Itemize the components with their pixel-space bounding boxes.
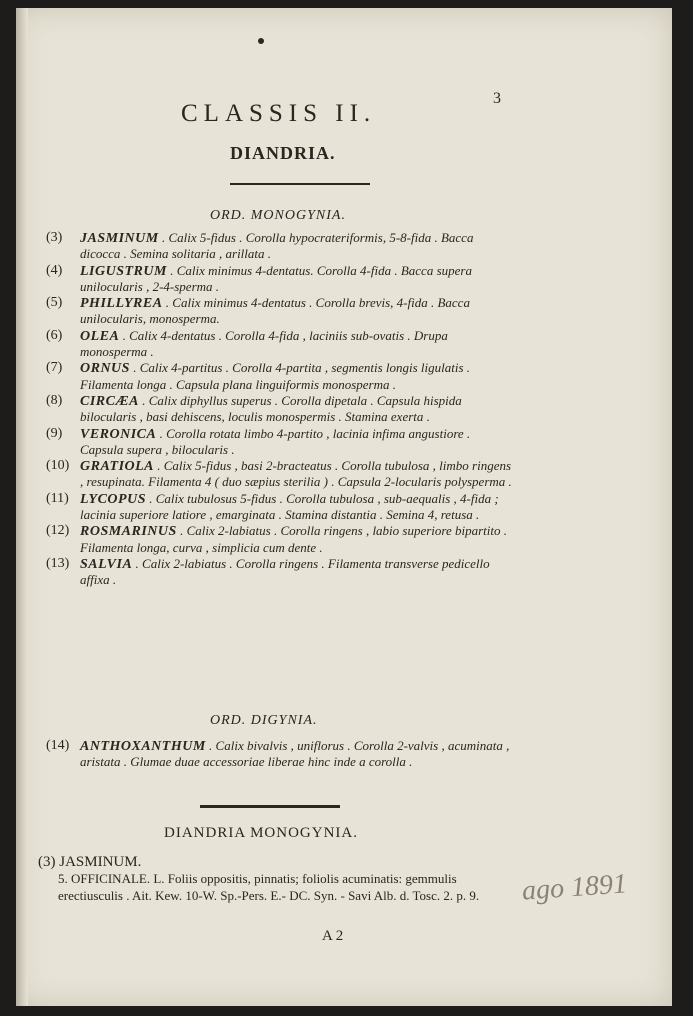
genus-entry [46,523,516,555]
entry-number: (5) [46,295,63,311]
genus-entry [46,360,516,392]
class-heading: CLASSIS II. [181,100,377,127]
pencil-annotation: ago 1891 [521,868,628,907]
entry-number: (9) [46,425,63,441]
ink-dot [258,38,264,44]
genus-entry [46,295,516,327]
entry-number: (13) [46,555,70,571]
entry-number: (7) [46,360,63,376]
bottom-divider [200,805,340,808]
signature-mark: A 2 [322,928,344,944]
species-entry: 5. OFFICINALE. L. Foliis oppositis, pinnatis; foliolis acuminatis: gemmulis erectiusculis . Ait. Kew. 10-W. Sp.-Pers. E.- DC. Syn. - Savi Alb. d. Tosc. 2. p. 9. [58,871,480,903]
genus-name: VERONICA [80,426,157,442]
genus-description: . Calix bivalvis , uniflorus . Corolla 2-valvis , acuminata , aristata . Glumae duae accessoriae liberae hinc inde a corolla . [80,738,510,770]
genus-description: . Calix minimus 4-dentatus . Corolla brevis, 4-fida . Bacca unilocularis, monosperma. [80,295,470,327]
genus-entry [46,263,516,295]
genus-name: CIRCÆA [80,393,140,409]
genus-name: LIGUSTRUM [80,263,167,279]
section-subheading: DIANDRIA MONOGYNIA. [164,825,358,841]
genus-description: . Calix minimus 4-dentatus. Corolla 4-fida . Bacca supera unilocularis , 2-4-sperma . [80,262,472,294]
book-page [16,8,672,1006]
genus-entry [46,230,516,262]
genus-description: . Corolla rotata limbo 4-partito , lacinia infima angustiore . Capsula supera , bilocularis . [80,425,471,457]
order-monogynia: ORD. MONOGYNIA. [210,208,346,223]
genus-name: JASMINUM [80,231,159,246]
genus-name: ROSMARINUS [80,524,177,540]
top-divider [230,183,370,185]
genus-entry [46,738,550,770]
genus-name: SALVIA [80,556,133,572]
entry-number: (6) [46,327,63,343]
genus-entry [46,491,516,523]
genus-description: . Calix 5-fidus , basi 2-bracteatus . Corolla tubulosa , limbo ringens , resupinata. Filamenta 4 ( duo sæpius sterilia ) . Capsula 2-locularis polysperma . [80,458,512,490]
entry-number: (12) [46,523,70,539]
entry-number: (10) [46,458,70,474]
genus-description: . Calix tubulosus 5-fidus . Corolla tubulosa , sub-aequalis , 4-fida ; lacinia superiore latiore , emarginata . Stamina distantia . Semina 4, retusa . [80,490,499,523]
genus-description: . Calix 5-fidus . Corolla hypocrateriformis, 5-8-fida . Bacca dicocca . Semina solitaria , arillata . [80,230,474,262]
genus-description: . Calix 2-labiatus . Corolla ringens . Filamenta transverse pedicello affixa . [80,555,490,588]
entry-number: (8) [46,392,63,408]
genus-description: . Calix 4-dentatus . Corolla 4-fida , laciniis sub-ovatis . Drupa monosperma . [80,327,448,360]
genus-name: ORNUS [80,361,130,377]
genus-name: OLEA [80,328,120,344]
entry-number: (11) [46,490,69,506]
genus-name: PHILLYREA [80,296,163,312]
genus-name: LYCOPUS [80,491,146,507]
genus-description: . Calix 4-partitus . Corolla 4-partita , segmentis longis ligulatis . Filamenta longa . Capsula plana linguiformis monosperma . [80,360,471,392]
page-spine [16,8,28,1006]
genus-entry [46,328,516,360]
order-digynia: ORD. DIGYNIA. [210,713,318,728]
genus-heading: (3) JASMINUM. [38,854,142,870]
genus-entry [46,556,516,588]
entry-number: (3) [46,230,63,245]
genus-name: ANTHOXANTHUM [80,739,206,754]
entry-number: (4) [46,262,63,278]
entry-number: (14) [46,738,70,753]
diandria-heading: DIANDRIA. [230,143,336,163]
genus-entry [46,393,516,425]
genus-description: . Calix diphyllus superus . Corolla dipetala . Capsula hispida bilocularis , basi dehiscens, loculis monospermis . Stamina exerta . [80,392,462,425]
entries-list [46,230,516,589]
genus-entry [46,426,516,458]
genus-description: . Calix 2-labiatus . Corolla ringens , labio superiore bipartito . Filamenta longa, curva , simplicia cum dente . [80,523,508,555]
genus-entry [46,458,516,490]
page-number: 3 [493,90,501,107]
genus-name: GRATIOLA [80,459,155,475]
